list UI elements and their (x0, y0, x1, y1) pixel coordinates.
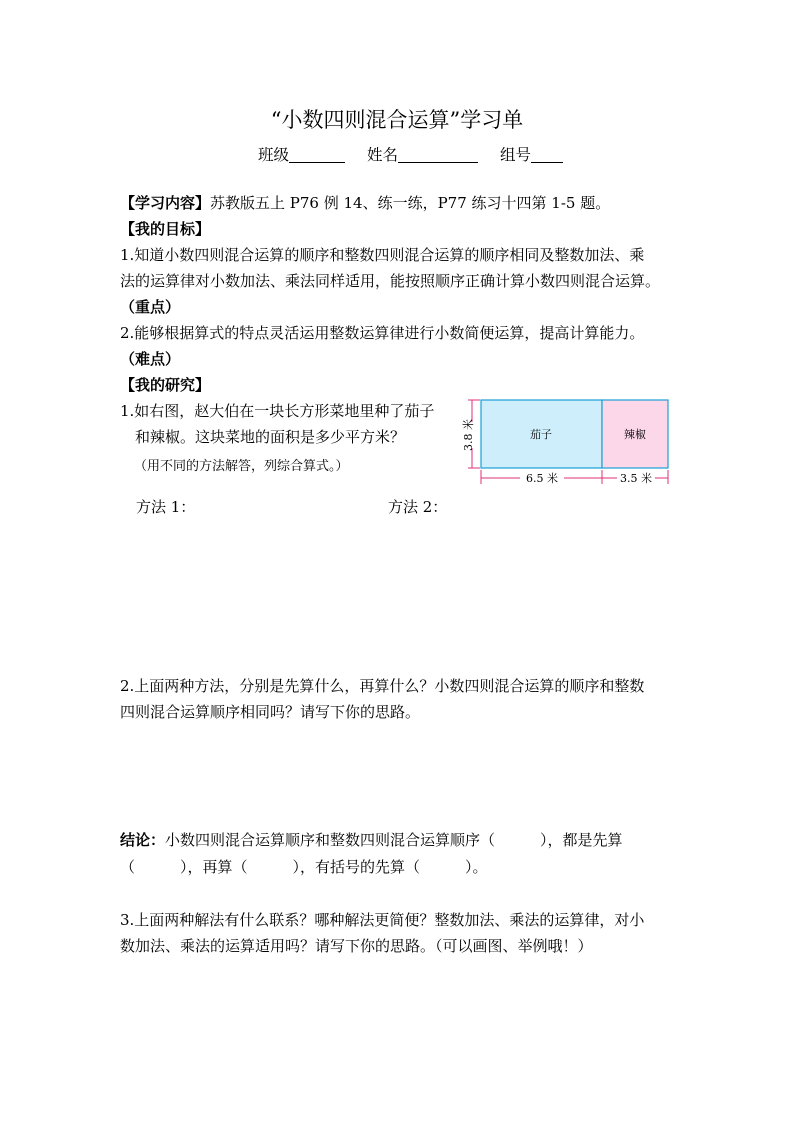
right-width-label: 3.5 米 (620, 472, 652, 485)
goal-1-line-2: 法的运算律对小数加法、乘法同样适用，能按照顺序正确计算小数四则混合运算。 (120, 272, 661, 290)
question-3-line-2: 数加法、乘法的运算适用吗？请写下你的思路。（可以画图、举例哦！） (120, 937, 593, 955)
student-info (258, 143, 563, 165)
goal-2-tag: （难点） (120, 350, 181, 368)
goal-1-line-1: 1.知道小数四则混合运算的顺序和整数四则混合运算的顺序相同及整数加法、乘 (120, 246, 645, 264)
group-blank[interactable] (531, 146, 563, 163)
method-2-label: 方法 2： (388, 498, 448, 516)
goal-1-tag: （重点） (120, 298, 181, 316)
group-label: 组号 (500, 146, 532, 164)
learning-content (120, 192, 610, 213)
learning-content-text: 苏教版五上 P76 例 14、练一练，P77 练习十四第 1-5 题。 (210, 194, 611, 212)
conclusion-line-2: （ ），再算（ ），有括号的先算（ ）。 (120, 858, 488, 876)
eggplant-label: 茄子 (530, 428, 552, 441)
method-1-label: 方法 1： (136, 498, 196, 516)
garden-diagram (460, 392, 675, 488)
pepper-label: 辣椒 (624, 428, 646, 441)
question-1-note: （用不同的方法解答，列综合算式。） (134, 459, 349, 474)
goal-2-line-1: 2.能够根据算式的特点灵活运用整数运算律进行小数简便运算，提高计算能力。 (120, 324, 645, 342)
class-blank[interactable] (289, 146, 345, 163)
conclusion-label: 结论： (120, 831, 166, 849)
learning-content-label: 【学习内容】 (120, 194, 211, 212)
question-2-line-1: 2.上面两种方法，分别是先算什么，再算什么？小数四则混合运算的顺序和整数 (120, 677, 645, 695)
conclusion-line-1 (120, 829, 623, 850)
goals-heading: 【我的目标】 (120, 220, 211, 238)
conclusion-text-1: 小数四则混合运算顺序和整数四则混合运算顺序（ ），都是先算 (165, 831, 623, 849)
question-2-line-2: 四则混合运算顺序相同吗？请写下你的思路。 (120, 703, 421, 721)
page-title: “小数四则混合运算”学习单 (270, 108, 524, 132)
research-heading: 【我的研究】 (120, 376, 211, 394)
name-blank[interactable] (398, 146, 478, 163)
class-label: 班级 (258, 146, 290, 164)
question-1-line-1: 1.如右图，赵大伯在一块长方形菜地里种了茄子 (120, 402, 435, 420)
height-label: 3.8 米 (462, 419, 475, 451)
name-label: 姓名 (367, 146, 399, 164)
question-1-line-2: 和辣椒。这块菜地的面积是多少平方米？ (135, 428, 406, 446)
left-width-label: 6.5 米 (526, 472, 558, 485)
question-3-line-1: 3.上面两种解法有什么联系？哪种解法更简便？整数加法、乘法的运算律，对小 (120, 911, 645, 929)
